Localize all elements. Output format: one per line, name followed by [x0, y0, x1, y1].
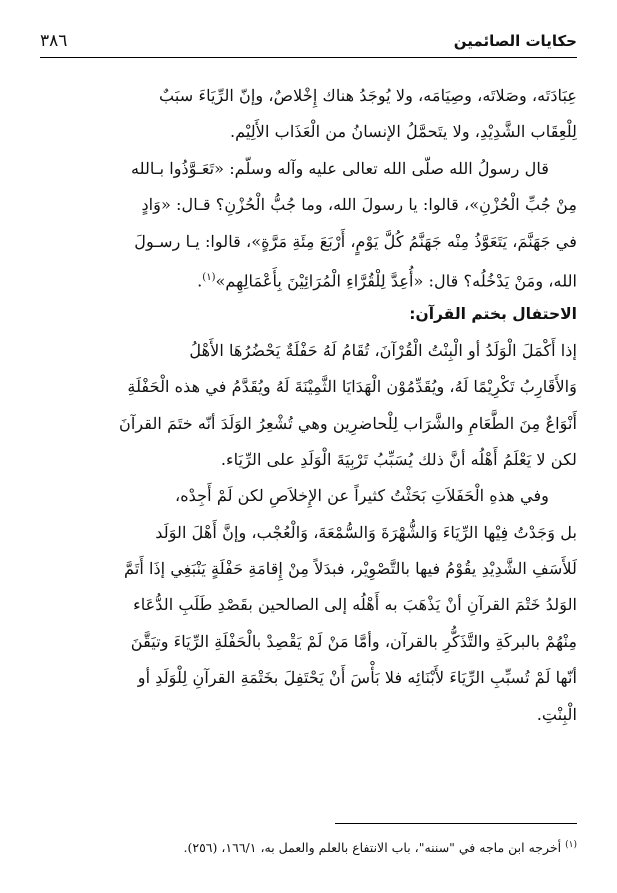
running-title: حكايات الصائمين: [453, 32, 577, 50]
main-text: [40, 78, 577, 733]
text-line: إذا أَكْمَلَ الْوَلَدُ أو الْبِنْتُ الْقُرْآنَ، تُقَامُ لَهُ حَفْلَةٌ يَحْضُرُهَا الأَهْلُ: [189, 340, 577, 360]
page-header: [40, 28, 577, 54]
footnote-reference: (١): [202, 271, 216, 283]
footnote-marker: (١): [565, 840, 577, 850]
header-rule: [40, 57, 577, 58]
text-line: لِلْعِقَاب الشَّدِيْدِ، ولا يتَحمَّلُ الإنسانُ من الْعَذَاب الأَلِيْم.: [229, 122, 577, 142]
text-line: في جَهَنَّمَ، يَتَعَوَّذُ مِنْه جَهَنَّمُ كُلَّ يَوْمٍ، أَرْبَعَ مِئَةِ مَرَّةٍ»، قالوا: يـا رسـولَ: [134, 231, 577, 251]
text-line: قال رسولُ الله صلّى الله تعالى عليه وآله وسلّم: «تَعَـوَّذُوا بـالله: [130, 158, 549, 178]
text-line: مِنْ جُبِّ الْحُزْنِ»، قالوا: يا رسولَ الله، وما جُبُّ الْحُزْنِ؟ قـال: «وَادٍ: [141, 195, 577, 215]
text-line: الوَلدُ خَتْمَ القرآنِ أنْ يَذْهَبَ به أَهْلُه إلى الصالحين بقَصْدِ طَلَبِ الدُّعَاء: [133, 595, 577, 615]
text-line-content: الله، ومَنْ يَدْخُلُه؟ قال: «أُعِدَّ لِلْقُرَّاءِ الْمُرَائِيْنَ بِأَعْمَالِهِم»: [215, 271, 577, 291]
footnote: [184, 840, 578, 855]
text-line: الْبِنْتِ.: [536, 704, 577, 724]
text-line: عِبَادَتَه، وصَلاتَه، وصِيَامَه، ولا يُوجَدُ هناك إِخْلاصٌ، وإنّ الرِّيَاءَ سبَبٌ: [158, 86, 577, 105]
text-line: بل وَجَدْتُ فِيْها الرِّيَاءَ وَالشُّهْرَةَ وَالسُّمْعَةَ، وَالْعُجْب، وإنَّ أَهْلَ الوَلَد: [155, 522, 577, 542]
section-heading: الاحتفال بختم القرآن:: [409, 305, 577, 324]
page-number: ٣٨٦: [40, 31, 68, 51]
footnote-text: أخرجه ابن ماجه في "سننه"، باب الانتفاع بالعلم والعمل به، ١٦٦/١، (٢٥٦).: [183, 840, 562, 856]
footnote-rule: [335, 823, 577, 824]
text-line: الله، ومَنْ يَدْخُلُه؟ قال: «أُعِدَّ لِلْقُرَّاءِ الْمُرَائِيْنَ بِأَعْمَالِهِم»$^{(١)}$.: [197, 271, 577, 291]
text-line: أنّها لَمْ تُسبِّبِ الرِّيَاءَ لأَبْنَائِه فلا بَأْسَ أَنْ يَحْتَفِلَ بخَتْمَةِ القرآنِ لِلْوَلَدِ أو: [137, 668, 577, 688]
text-line: وفي هذهِ الْحَفَلاَتِ بَحَثْتُ كثيراً عن الإِخلاَصِ لكن لَمْ أَجِدْه،: [174, 486, 549, 506]
text-line: لَلأَسَفِ الشَّدِيْدِ يقُوْمُ فيها بالتَّصْوِيْر، فبدَلاً مِنْ إِقامَةِ حَفْلَةٍ يَنْبَغِي إذَا أَتَمَّ: [124, 559, 577, 579]
text-line: مِنْهُمْ بالبركَةِ والتَّذَكُّرِ بالقرآن، وأمَّا مَنْ لَمْ يَقْصِدْ بالْحَفْلَةِ الرِّيَاءَ وتيَقَّنَ: [130, 631, 577, 651]
text-line: أَنْوَاعٌ مِنَ الطَّعَامِ والشَّرَاب لِلْحاضرِين وهي تُشْعِرُ الوَلَدَ أنّه ختَمَ القرآنَ: [118, 413, 577, 433]
text-line: لكن لا يَعْلَمُ أَهْلُه أنَّ ذلك يُسَبِّبُ تَرْبِيَةَ الْوَلَدِ على الرِّيَاء.: [220, 449, 577, 469]
text-line: وَالأَقَارِبُ تَكْرِيْمًا لَهُ، ويُقَدِّمُوْن الْهَدَايَا الثَّمِيْنَةَ لَهُ ويُقَدَّمُ في هذه الْحَفْلَةِ: [127, 377, 577, 397]
